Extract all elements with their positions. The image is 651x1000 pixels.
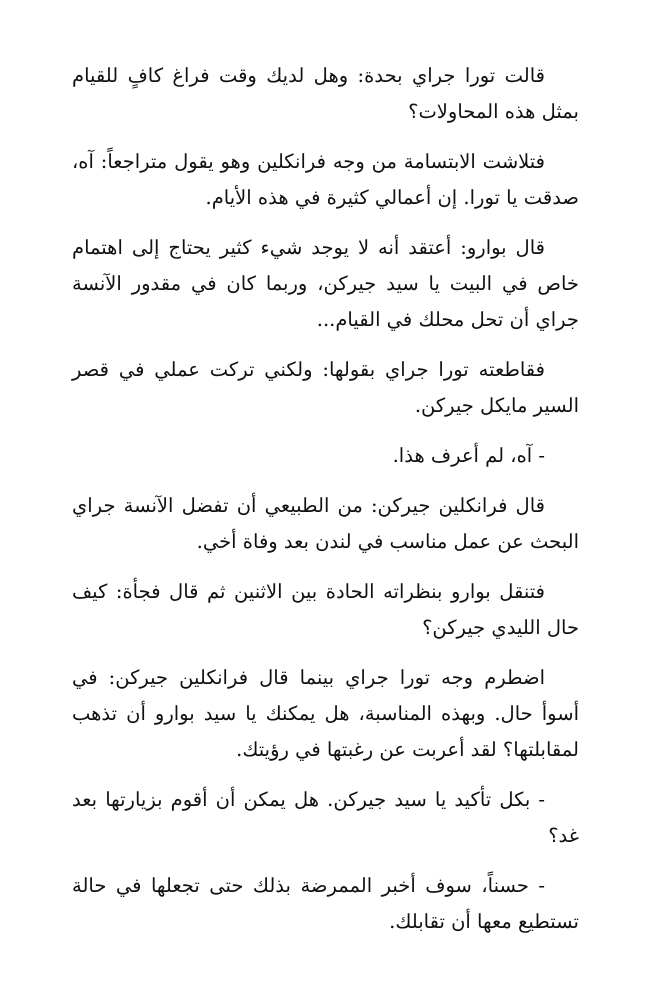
paragraph-7: فتنقل بوارو بنظراته الحادة بين الاثنين ثم قال فجأة: كيف حال الليدي جيركن؟ xyxy=(72,580,579,639)
paragraph-8: اضطرم وجه تورا جراي بينما قال فرانكلين جيركن: في أسوأ حال. وبهذه المناسبة، هل يمكنك يا سيد بوارو أن تذهب لمقابلتها؟ لقد أعربت عن رغبتها في رؤيتك. xyxy=(72,666,579,761)
paragraph-3: قال بوارو: أعتقد أنه لا يوجد شيء كثير يحتاج إلى اهتمام خاص في البيت يا سيد جيركن، وربما كان في مقدور الآنسة جراي أن تحل محلك في القيام... xyxy=(72,236,579,331)
paragraph-4: فقاطعته تورا جراي بقولها: ولكني تركت عملي في قصر السير مايكل جيركن. xyxy=(72,358,579,417)
paragraph-2: فتلاشت الابتسامة من وجه فرانكلين وهو يقول متراجعاً: آه، صدقت يا تورا. إن أعمالي كثيرة في هذه الأيام. xyxy=(72,150,579,209)
book-page xyxy=(72,58,579,954)
paragraph-10: - حسناً، سوف أخبر الممرضة بذلك حتى تجعلها في حالة تستطيع معها أن تقابلك. xyxy=(72,874,579,933)
paragraph-9: - بكل تأكيد يا سيد جيركن. هل يمكن أن أقوم بزيارتها بعد غد؟ xyxy=(72,788,579,847)
paragraph-6: قال فرانكلين جيركن: من الطبيعي أن تفضل الآنسة جراي البحث عن عمل مناسب في لندن بعد وفاة أخي. xyxy=(72,494,579,553)
paragraph-1: قالت تورا جراي بحدة: وهل لديك وقت فراغ كافٍ للقيام بمثل هذه المحاولات؟ xyxy=(72,64,579,123)
paragraph-5: - آه، لم أعرف هذا. xyxy=(392,444,545,467)
